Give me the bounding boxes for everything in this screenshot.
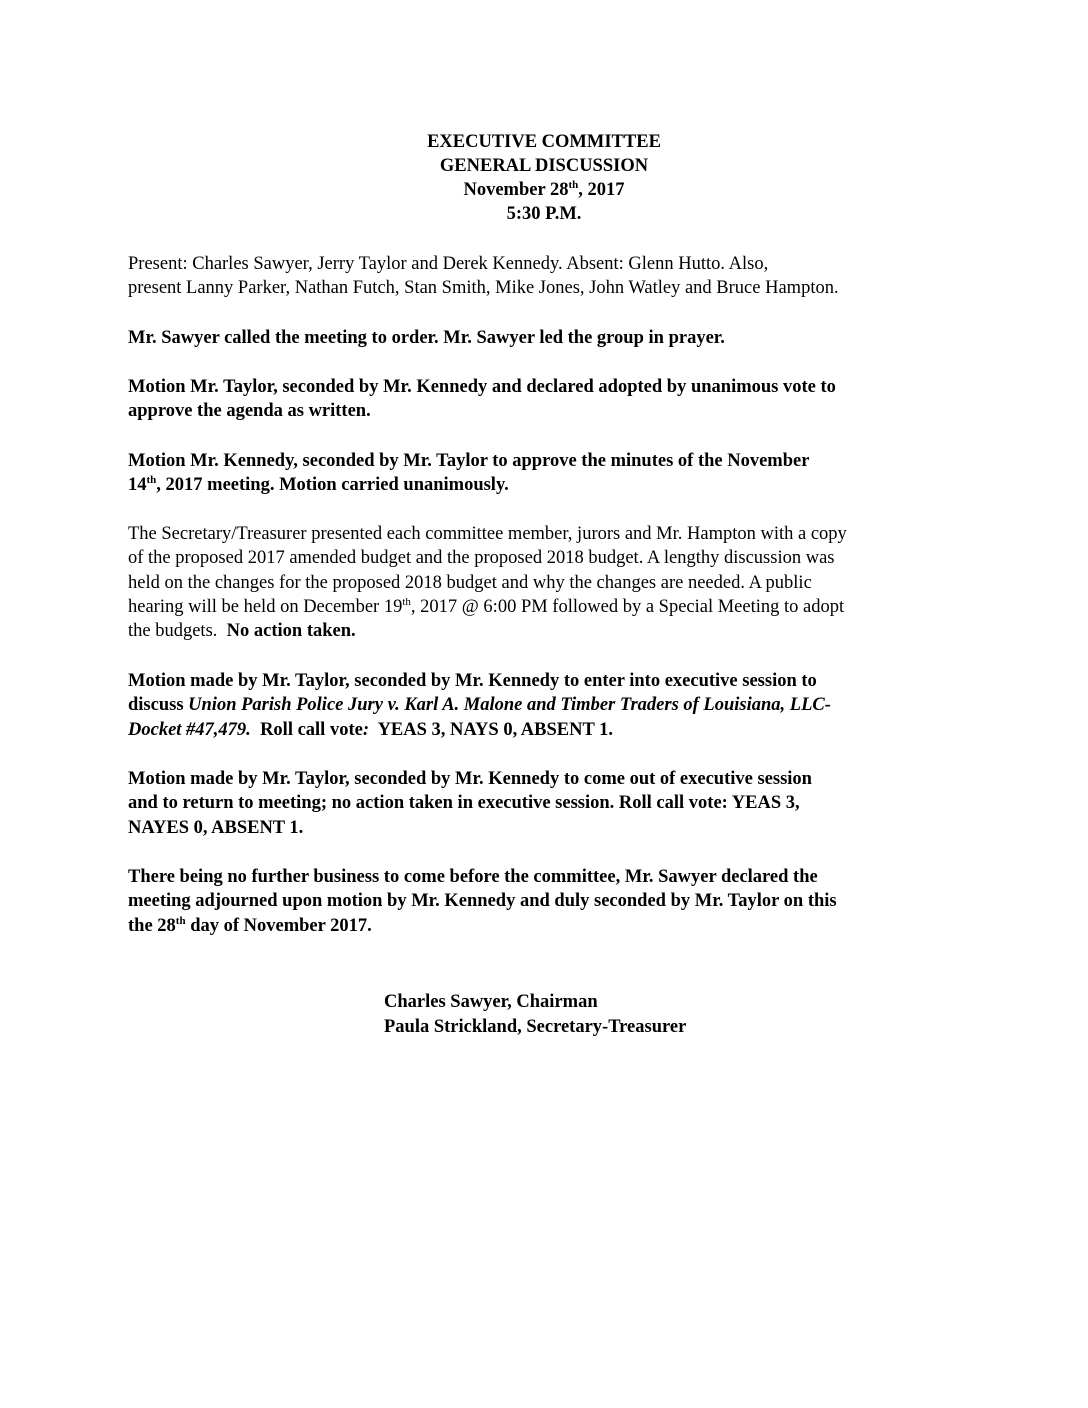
signature-block bbox=[384, 990, 686, 1040]
heading-committee: EXECUTIVE COMMITTEE bbox=[427, 132, 661, 152]
minutes-motion-line-1: Motion Mr. Kennedy, seconded by Mr. Taylor to approve the minutes of the November bbox=[128, 451, 810, 471]
budget-line-5-a: the budgets. bbox=[128, 621, 227, 642]
exec-exit-line-2: and to return to meeting; no action taken in executive session. Roll call vote: YEAS 3, bbox=[128, 793, 800, 814]
call-to-order-line: Mr. Sawyer called the meeting to order. Mr. Sawyer led the group in prayer. bbox=[128, 328, 725, 348]
budget-line-1: The Secretary/Treasurer presented each committee member, jurors and Mr. Hampton with a copy bbox=[128, 524, 847, 544]
exec-enter-paragraph bbox=[128, 669, 968, 742]
chairman-signature: Charles Sawyer, Chairman bbox=[384, 992, 598, 1012]
heading-date-sup: th bbox=[568, 178, 579, 191]
adjourn-line-3-b: day of November 2017. bbox=[185, 915, 372, 936]
budget-line-4-sup: th bbox=[402, 595, 411, 608]
adjourn-line-3-a: the 28 bbox=[128, 915, 176, 936]
heading-time: 5:30 P.M. bbox=[506, 204, 582, 224]
minutes-motion-rest: , 2017 meeting. Motion carried unanimously. bbox=[156, 475, 509, 496]
exec-enter-rollcall: Roll call vote bbox=[250, 719, 363, 740]
heading-discussion: GENERAL DISCUSSION bbox=[439, 156, 649, 176]
exec-enter-line-1: Motion made by Mr. Taylor, seconded by Mr. Kennedy to enter into executive session to bbox=[128, 671, 817, 691]
exec-exit-paragraph bbox=[128, 767, 968, 840]
budget-line-2: of the proposed 2017 amended budget and the proposed 2018 budget. A lengthy discussion was bbox=[128, 548, 835, 569]
exec-enter-colon: : bbox=[362, 719, 369, 740]
adjourn-line-1: There being no further business to come before the committee, Mr. Sawyer declared the bbox=[128, 867, 818, 887]
agenda-motion-line-2: approve the agenda as written. bbox=[128, 401, 371, 422]
budget-line-4-a: hearing will be held on December 19 bbox=[128, 596, 403, 617]
minutes-motion-num: 14 bbox=[128, 475, 147, 496]
adjourn-line-3-sup: th bbox=[175, 914, 186, 927]
agenda-motion-paragraph bbox=[128, 375, 968, 424]
document-heading bbox=[0, 130, 1088, 226]
exec-enter-line-3 bbox=[128, 718, 968, 742]
heading-date bbox=[0, 178, 1088, 202]
budget-line-5 bbox=[128, 619, 968, 643]
minutes-motion-sup: th bbox=[146, 474, 157, 487]
heading-date-prefix: November 28 bbox=[463, 180, 569, 200]
exec-exit-line-1: Motion made by Mr. Taylor, seconded by Mr. Kennedy to come out of executive session bbox=[128, 769, 812, 789]
exec-enter-votes: YEAS 3, NAYS 0, ABSENT 1. bbox=[369, 719, 614, 740]
adjourn-line-3 bbox=[128, 914, 968, 938]
case-title: Union Parish Police Jury v. Karl A. Malone and Timber Traders of Louisiana, LLC- bbox=[188, 695, 831, 716]
call-to-order-paragraph bbox=[128, 326, 968, 350]
heading-date-suffix: , 2017 bbox=[578, 180, 625, 200]
budget-line-4-b: , 2017 @ 6:00 PM followed by a Special Meeting to adopt bbox=[410, 596, 845, 617]
exec-exit-line-3: NAYES 0, ABSENT 1. bbox=[128, 817, 304, 838]
budget-line-3: held on the changes for the proposed 2018 budget and why the changes are needed. A public bbox=[128, 572, 812, 593]
exec-enter-discuss: discuss bbox=[128, 695, 189, 716]
case-docket: Docket #47,479. bbox=[128, 719, 251, 740]
secretary-signature: Paula Strickland, Secretary-Treasurer bbox=[384, 1017, 687, 1037]
budget-paragraph bbox=[128, 522, 968, 643]
present-line-2: present Lanny Parker, Nathan Futch, Stan Smith, Mike Jones, John Watley and Bruce Hampton. bbox=[128, 278, 839, 299]
adjourn-line-2: meeting adjourned upon motion by Mr. Kennedy and duly seconded by Mr. Taylor on this bbox=[128, 891, 837, 912]
budget-line-4 bbox=[128, 595, 968, 619]
present-line-1: Present: Charles Sawyer, Jerry Taylor and Derek Kennedy. Absent: Glenn Hutto. Also, bbox=[128, 254, 769, 274]
minutes-motion-paragraph bbox=[128, 449, 968, 498]
budget-no-action: No action taken. bbox=[226, 621, 356, 642]
adjourn-paragraph bbox=[128, 865, 968, 938]
agenda-motion-line-1: Motion Mr. Taylor, seconded by Mr. Kennedy and declared adopted by unanimous vote to bbox=[128, 377, 836, 397]
present-paragraph bbox=[128, 252, 968, 301]
minutes-motion-line-2 bbox=[128, 473, 968, 497]
exec-enter-line-2 bbox=[128, 693, 968, 717]
